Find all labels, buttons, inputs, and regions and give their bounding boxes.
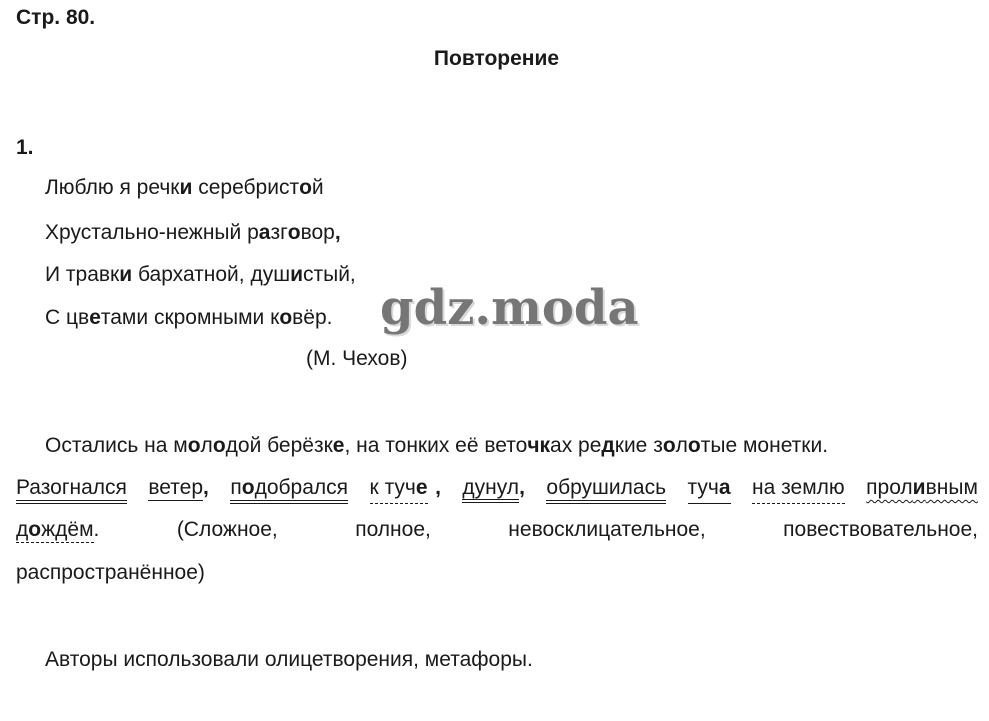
predicate: обрушилась (546, 476, 666, 504)
object: к туче (370, 476, 428, 504)
watermark-logo: gdz.moda (380, 280, 639, 336)
paragraph-1-line-3: дождём. (Сложное, полное, невосклицательное, повествовательное, (16, 518, 978, 541)
paragraph-1-line-2: Разогнался ветер, подобрался к туче , дунул, обрушилась туча на землю проливным (16, 476, 978, 504)
poem-line-2: Хрустально-нежный разговор, (45, 221, 341, 244)
paragraph-1-line-4: распространённое) (16, 561, 205, 584)
paragraph-1-line-1: Остались на молодой берёзке, на тонких её веточках редкие золотые монетки. (45, 434, 829, 457)
poem-author: (М. Чехов) (306, 347, 408, 370)
predicate: Разогнался (16, 476, 127, 504)
task-number: 1. (16, 136, 34, 159)
predicate: дунул (462, 476, 519, 503)
attribute: проливным (866, 476, 978, 499)
subject: ветер (148, 476, 204, 499)
subject: туча (688, 476, 731, 504)
poem-line-1: Люблю я речки серебристой (45, 176, 324, 199)
predicate: подобрался (230, 476, 348, 504)
adverbial: дождём (16, 518, 94, 541)
poem-line-3: И травки бархатной, душистый, (45, 263, 356, 286)
poem-line-4: С цветами скромными ковёр. (45, 306, 333, 329)
page-title: Повторение (433, 47, 560, 70)
adverbial: на землю (752, 476, 845, 504)
page-number: Стр. 80. (16, 6, 96, 29)
paragraph-2: Авторы использовали олицетворения, метафоры. (45, 648, 533, 671)
